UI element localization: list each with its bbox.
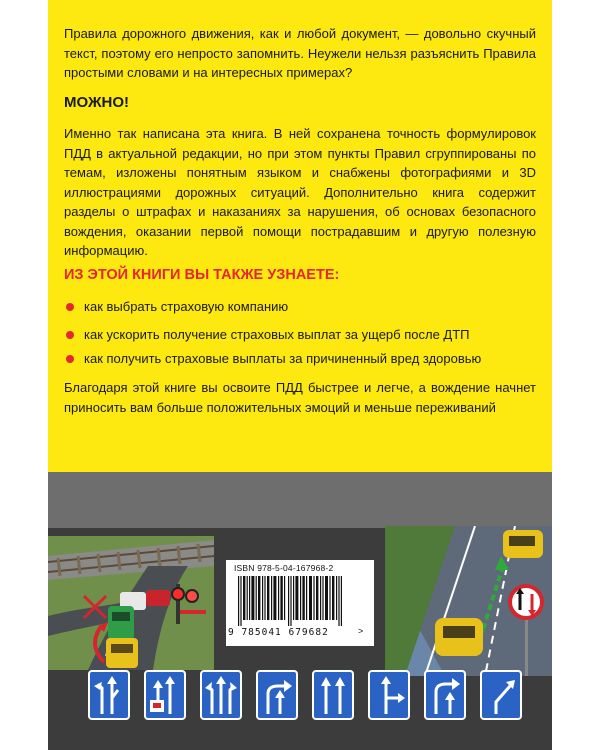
lane-change-illustration	[385, 526, 552, 676]
book-back-cover	[48, 0, 552, 750]
lane-straight-icon	[312, 670, 354, 720]
bullet-text: как ускорить получение страховых выплат за ущерб после ДТП	[84, 327, 470, 342]
road-illustration-strip	[48, 472, 552, 750]
intro-paragraph: Правила дорожного движения, как и любой документ, — довольно скучный текст, поэтому его непросто запомнить. Неужели нельзя разъяснить Правила простыми словами и на интересных примерах?	[64, 26, 536, 80]
lane-left-straight-icon	[88, 670, 130, 720]
lane-three-way-icon	[200, 670, 242, 720]
isbn-label: ISBN 978-5-04-167968-2	[234, 563, 334, 573]
isbn-barcode	[226, 560, 374, 646]
barcode-digits: 9 785041 679682	[228, 627, 329, 638]
lane-u-turn-right-icon	[424, 670, 466, 720]
lane-tram-icon	[144, 670, 186, 720]
lane-merge-right-icon	[480, 670, 522, 720]
bullet-dot-icon	[66, 331, 74, 339]
lane-signs-row	[88, 670, 512, 726]
closing-paragraph: Благодаря этой книге вы освоите ПДД быстрее и легче, а вождение начнет приносить вам больше положительных эмоций и меньше переживаний	[64, 380, 536, 415]
railway-crossing-illustration	[48, 536, 214, 670]
description-paragraph: Именно так написана эта книга. В ней сохранена точность формулировок ПДД в актуальной редакции, но при этом пункты Правил сгруппированы по темам, изложены понятным языком и снабжены фотографиями и 3D иллюстрациями дорожных ситуаций. Дополнительно книга содержит разделы о штрафах и наказаниях за нарушения, об основах безопасного вождения, оказании первой помощи пострадавшим и другую полезную информацию.	[64, 126, 536, 258]
bullet-dot-icon	[66, 355, 74, 363]
bullet-text: как получить страховые выплаты за причиненный вред здоровью	[84, 351, 482, 366]
text-panel	[48, 0, 552, 472]
lane-straight-right-icon	[368, 670, 410, 720]
road-shoulder	[48, 472, 552, 528]
bullet-dot-icon	[66, 303, 74, 311]
lane-right-turn-icon	[256, 670, 298, 720]
bullet-text: как выбрать страховую компанию	[84, 299, 289, 314]
answer-heading: МОЖНО!	[64, 94, 130, 111]
barcode-bars	[234, 576, 352, 626]
learn-heading: ИЗ ЭТОЙ КНИГИ ВЫ ТАКЖЕ УЗНАЕТЕ:	[64, 267, 340, 283]
barcode-quiet-zone-mark: >	[358, 626, 364, 636]
